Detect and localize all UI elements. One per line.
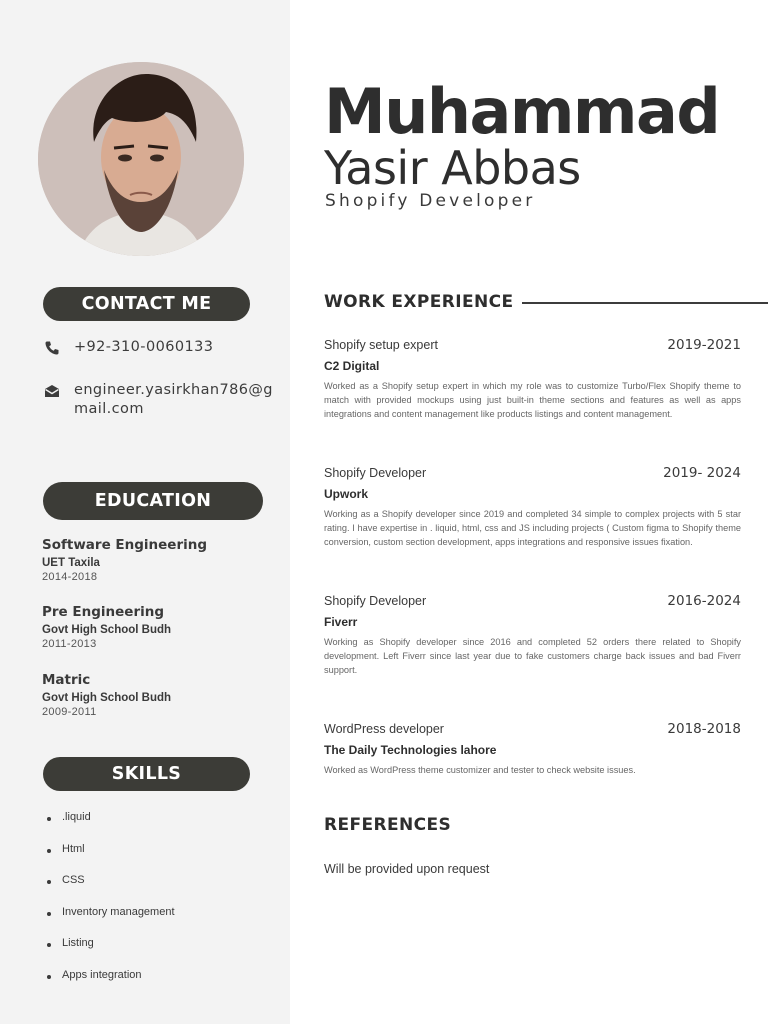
sidebar [0, 0, 290, 1024]
phone-icon [44, 340, 60, 356]
job-entry [324, 338, 741, 421]
job-entry [324, 594, 741, 677]
job-role: Shopify Developer [324, 466, 427, 480]
education-heading: EDUCATION [43, 482, 263, 520]
education-item [42, 537, 207, 583]
job-entry [324, 722, 741, 777]
job-description: Worked as a Shopify setup expert in which my role was to customize Turbo/Flex Shopify theme to match with provided mockups using just built-in theme sections and features as well as apps integrations and content management like products listings and content management. [324, 381, 741, 419]
skills-heading: SKILLS [43, 757, 250, 791]
education-item [42, 604, 171, 650]
phone-number[interactable]: +92-310-0060133 [74, 339, 214, 355]
job-role: WordPress developer [324, 722, 444, 736]
job-role: Shopify setup expert [324, 338, 438, 352]
heading-divider [522, 302, 768, 304]
company: C2 Digital [324, 359, 380, 373]
job-description: Worked as WordPress theme customizer and tester to check website issues. [324, 765, 636, 775]
skill-item: CSS [44, 874, 175, 906]
mail-icon [44, 383, 60, 399]
job-years: 2019- 2024 [663, 465, 741, 481]
years: 2011-2013 [42, 638, 97, 650]
degree: Pre Engineering [42, 604, 165, 620]
degree: Software Engineering [42, 537, 208, 553]
phone-row [44, 338, 213, 357]
skill-item: Listing [44, 937, 175, 969]
references-heading: REFERENCES [324, 815, 452, 835]
education-item [42, 672, 171, 718]
work-experience-heading: WORK EXPERIENCE [324, 292, 514, 312]
job-years: 2019-2021 [667, 337, 741, 353]
company: Fiverr [324, 615, 358, 629]
job-description: Working as Shopify developer since 2016 and completed 52 orders there related to Shopify development. Left Fiverr since last year due to fake customers charge back issues and bad Fiverr support. [324, 637, 741, 675]
contact-heading: CONTACT ME [43, 287, 250, 321]
school: Govt High School Budh [42, 692, 172, 704]
school: Govt High School Budh [42, 624, 172, 636]
skill-item: .liquid [44, 811, 175, 843]
job-title: Shopify Developer [325, 191, 536, 211]
first-name: Muhammad [324, 75, 720, 148]
job-entry [324, 466, 741, 549]
job-role: Shopify Developer [324, 594, 427, 608]
email-line-2: mail.com [74, 401, 144, 417]
skill-item: Html [44, 843, 175, 875]
company: Upwork [324, 487, 369, 501]
years: 2014-2018 [42, 571, 98, 583]
job-description: Working as a Shopify developer since 2019 and completed 34 simple to complex projects with 5 star rating. I have expertise in . liquid, html, css and JS including projects ( Custom figma to Shopify theme conversion, custom section development, apps integrations and responsive issues fixation. [324, 509, 741, 547]
skill-item: Apps integration [44, 969, 175, 1001]
email-row [44, 381, 273, 419]
job-years: 2016-2024 [667, 593, 741, 609]
skills-list [44, 811, 175, 1000]
school: UET Taxila [42, 557, 100, 569]
job-years: 2018-2018 [667, 721, 741, 737]
profile-photo [38, 62, 244, 256]
degree: Matric [42, 672, 91, 688]
company: The Daily Technologies lahore [324, 743, 497, 757]
references-text: Will be provided upon request [324, 862, 490, 876]
years: 2009-2011 [42, 706, 97, 718]
skill-item: Inventory management [44, 906, 175, 938]
email-line-1: engineer.yasirkhan786@g [74, 382, 273, 398]
last-name: Yasir Abbas [324, 141, 581, 195]
email-address[interactable] [74, 381, 273, 419]
portrait-image [38, 62, 244, 256]
